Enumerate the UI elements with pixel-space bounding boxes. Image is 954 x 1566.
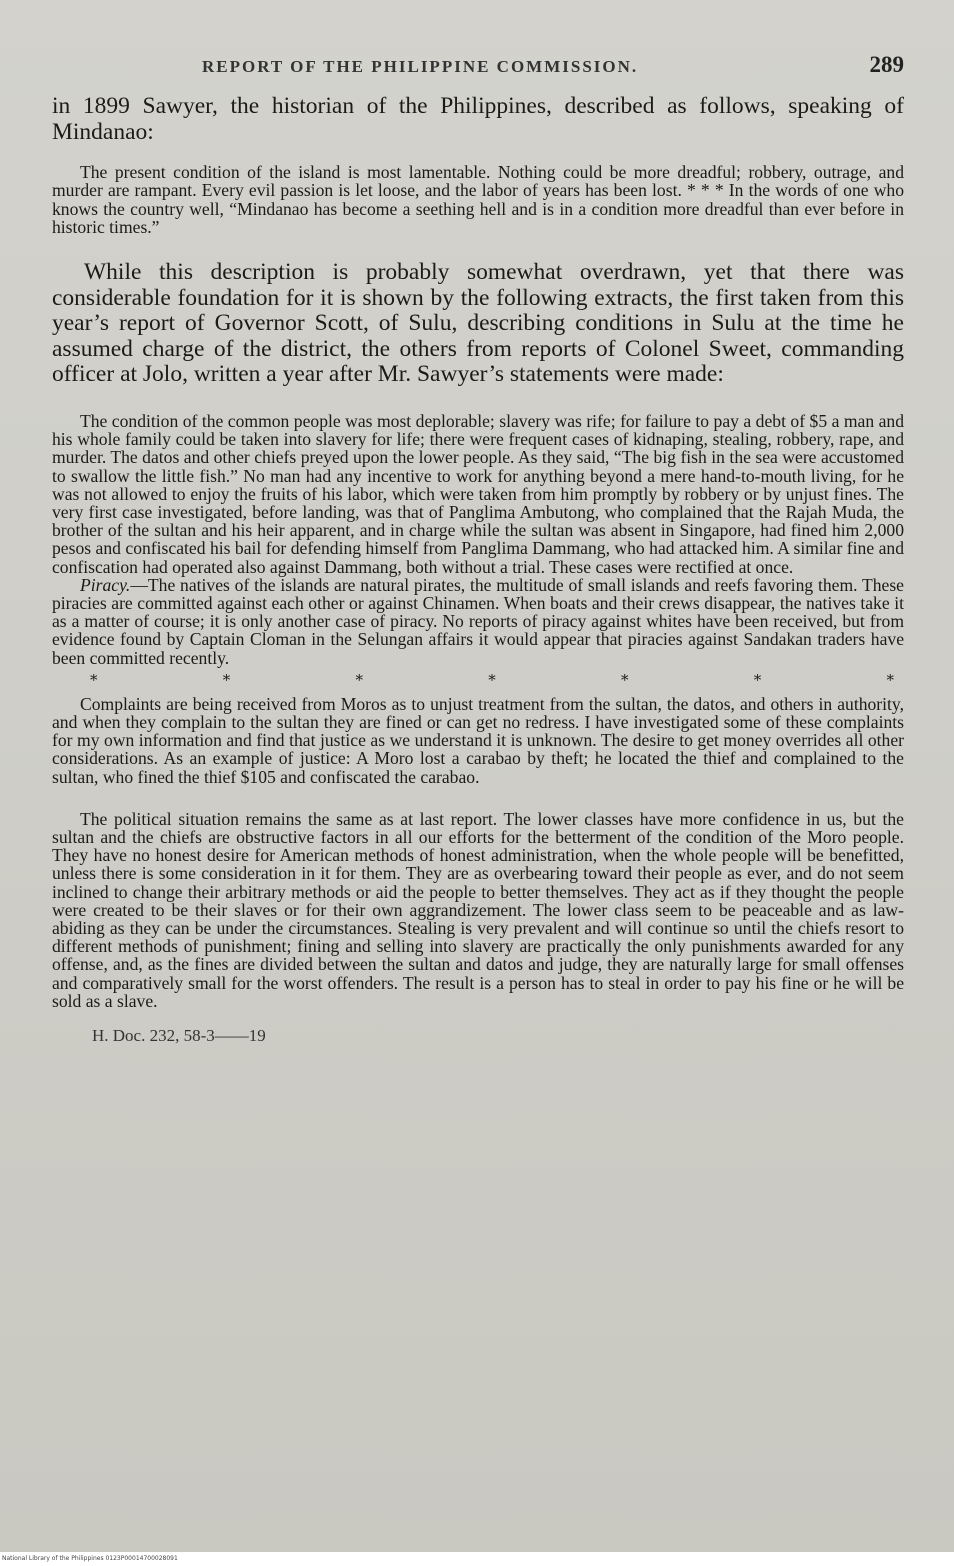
piracy-paragraph	[52, 576, 904, 667]
star: *	[488, 670, 496, 689]
running-head	[52, 52, 904, 78]
intro-paragraph: in 1899 Sawyer, the historian of the Philippines, described as follows, speaking of Mindanao:	[52, 93, 904, 145]
star: *	[753, 670, 762, 689]
piracy-text: —The natives of the islands are natural pirates, the multitude of small islands and reefs favoring them. These piracies are committed against each other or against Chinamen. When boats and their crews disappear, the natives take it as a matter of course; it is only another case of piracy. No reports of piracy against whites have been received, but from evidence found by Captain Cloman in the Selungan affairs it would appear that piracies against Sandakan traders have been committed recently.	[52, 574, 904, 668]
scott-report-quote: The condition of the common people was most deplorable; slavery was rife; for failure to pay a debt of $5 a man and his whole family could be taken into slavery for life; there were frequent cases of kidnaping, stealing, robbery, rape, and murder. The datos and other chiefs preyed upon the lower people. As they said, “The big fish in the sea were accustomed to swallow the little fish.” No man had any incentive to work for anything beyond a mere hand-to-mouth living, for he was not allowed to enjoy the fruits of his labor, which were taken from him promptly by robbery or by unjust fines. The very first case investigated, before landing, was that of Panglima Ambutong, who complained that the Rajah Muda, the brother of the sultan and his heir apparent, and in charge while the sultan was absent in Singapore, had fined him 2,000 pesos and confiscated his bail for defending himself from Panglima Dammang, who had attacked him. A similar fine and confiscation had operated also against Dammang, both without a trial. These cases were rectified at once.	[52, 410, 904, 577]
star: *	[886, 670, 894, 689]
ellipsis-stars	[52, 671, 904, 689]
star: *	[222, 670, 231, 689]
star: *	[355, 670, 363, 689]
sweet-political-quote: The political situation remains the same as at last report. The lower classes have more confidence in us, but the sultan and the chiefs are obstructive factors in all our efforts for the betterment of the condition of the Moro people. They have no honest desire for American methods of honest administration, when the whole people will be benefitted, unless there is some consideration in it for them. They are as overbearing toward their people as ever, and do not seem inclined to change their arbitrary methods or aid the people to better themselves. They act as if they thought the people were created to be their slaves or for their own aggrandizement. The lower class seem to be peaceable and as law-abiding as they can be under the circumstances. Stealing is very prevalent and will continue so until the chiefs resort to different methods of punishment; fining and selling into slavery are practically the only punishments awarded for any offense, and, as the fines are divided between the sultan and datos and judge, they are naturally large for small offenses and comparatively small for the worst offenders. The result is a person has to steal in order to pay his fine or he will be sold as a slave.	[52, 808, 904, 1011]
piracy-heading: Piracy.	[80, 574, 131, 595]
sawyer-quote: The present condition of the island is most lamentable. Nothing could be more dreadful; robbery, outrage, and murder are rampant. Every evil passion is let loose, and the labor of years has been lost. * * * In the words of one who knows the country well, “Mindanao has become a seething hell and is in a condition more dreadful than ever before in historic times.”	[52, 162, 904, 237]
document-footer: H. Doc. 232, 58-3——19	[92, 1026, 266, 1046]
body-paragraph: While this description is probably somewhat overdrawn, yet that there was considerable foundation for it is shown by the following extracts, the first taken from this year’s report of Governor Scott, of Sulu, describing conditions in Sulu at the time he assumed charge of the district, the others from reports of Colonel Sweet, commanding officer at Jolo, written a year after Mr. Sawyer’s statements were made:	[52, 259, 904, 388]
running-title: REPORT OF THE PHILIPPINE COMMISSION.	[202, 57, 639, 76]
page-number: 289	[869, 52, 904, 77]
scan-id-strip: National Library of the Philippines 0123P00014700028091	[0, 1552, 954, 1566]
sweet-complaints-quote: Complaints are being received from Moros as to unjust treatment from the sultan, the datos, and others in authority, and when they complain to the sultan they are fined or can get no redress. I have investigated some of these complaints for my own information and find that justice as we understand it is unknown. The desire to get money overrides all other considerations. As an example of justice: A Moro lost a carabao by theft; he located the thief and complained to the sultan, who fined the thief $105 and confiscated the carabao.	[52, 693, 904, 787]
star: *	[90, 670, 98, 689]
star: *	[621, 670, 629, 689]
